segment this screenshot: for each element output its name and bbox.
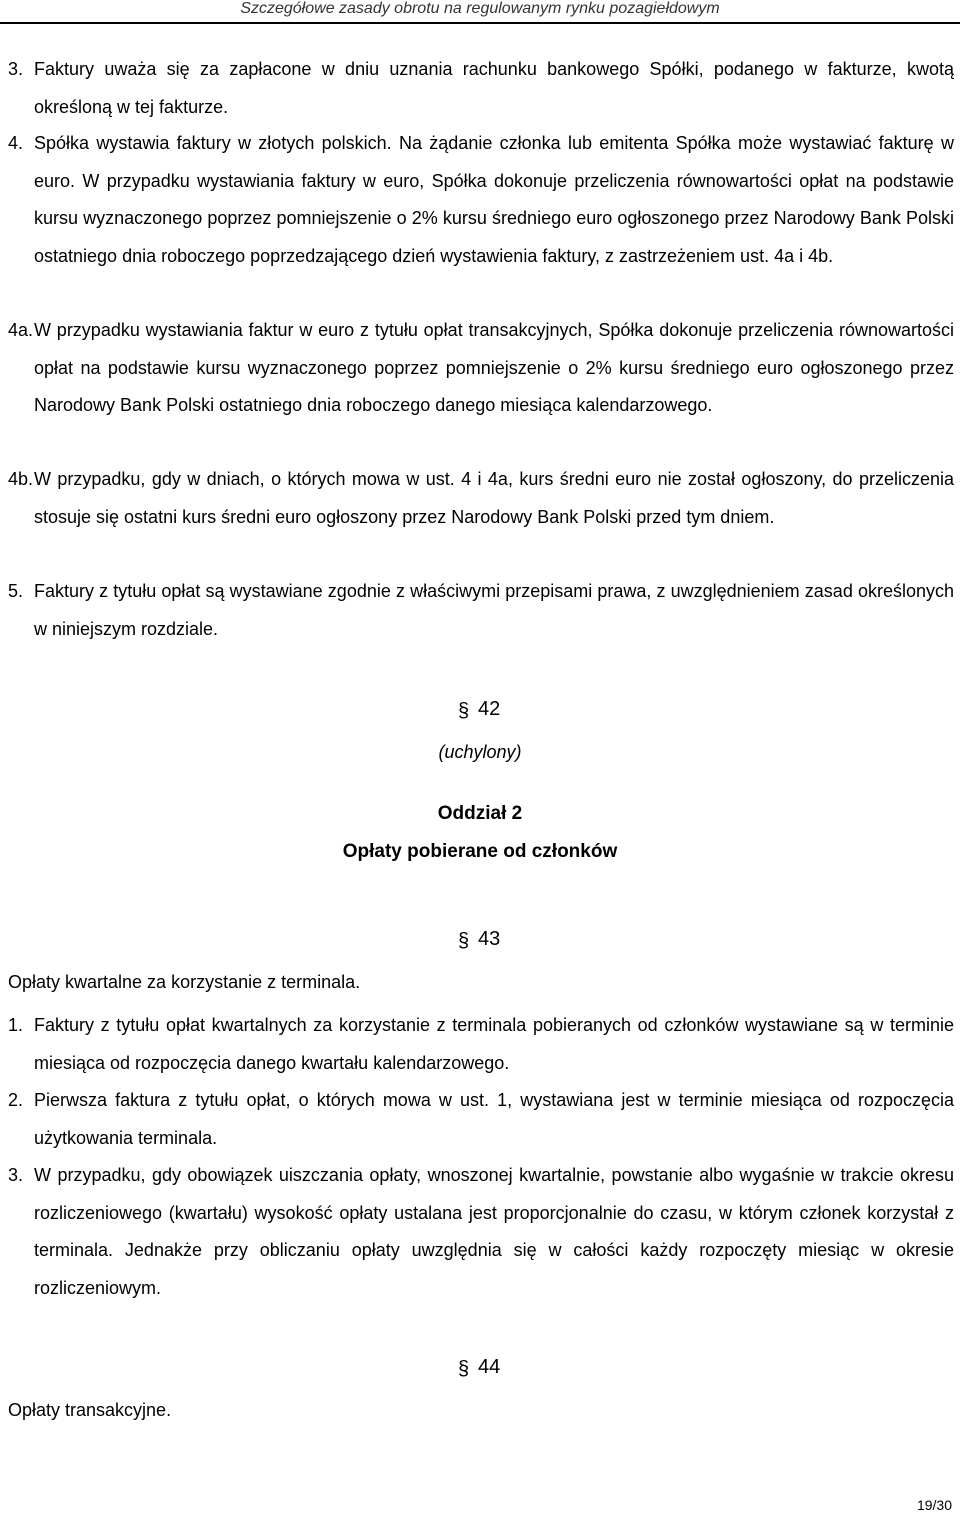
division-subtitle: Opłaty pobierane od członków: [342, 841, 618, 862]
item-text: Pierwsza faktura z tytułu opłat, o których mowa w ust. 1, wystawiana jest w terminie miesiąca od rozpoczęcia użytkowania terminala.: [34, 1090, 954, 1148]
section-mark-43: §: [458, 930, 470, 952]
section-number-43: 43: [478, 928, 501, 950]
list-item-43-1: [8, 1007, 954, 1082]
item-number: 5.: [8, 581, 24, 601]
item-text: Faktury uważa się za zapłacone w dniu uznania rachunku bankowego Spółki, podanego w fakturze, kwotą określoną w tej fakturze.: [34, 59, 954, 117]
section-number-44: 44: [478, 1356, 501, 1378]
item-number: 3.: [8, 59, 24, 79]
item-number: 4b.: [8, 469, 34, 489]
list-item-5: [8, 573, 954, 648]
item-text: Faktury z tytułu opłat są wystawiane zgodnie z właściwymi przepisami prawa, z uwzględnieniem zasad określonych w niniejszym rozdziale.: [34, 581, 954, 639]
list-item-4: [8, 125, 954, 275]
item-number: 3.: [8, 1165, 24, 1185]
section-heading-44: Opłaty transakcyjne.: [8, 1400, 172, 1420]
item-text: W przypadku wystawiania faktur w euro z tytułu opłat transakcyjnych, Spółka dokonuje przeliczenia równowartości opłat na podstawie kursu wyznaczonego poprzez pomniejszenie o 2% kursu średniego euro ogłoszonego przez Narodowy Bank Polski ostatniego dnia roboczego danego miesiąca kalendarzowego.: [34, 320, 954, 415]
item-text: W przypadku, gdy obowiązek uiszczania opłaty, wnoszonej kwartalnie, powstanie albo wygaśnie w trakcie okresu rozliczeniowego (kwartału) wysokość opłaty ustalana jest proporcjonalnie do czasu, w którym członek korzystał z terminala. Jednakże przy obliczaniu opłaty uwzględnia się w całości każdy rozpoczęty miesiąc w okresie rozliczeniowym.: [34, 1165, 954, 1298]
item-number: 4.: [8, 133, 24, 153]
section-mark-44: §: [458, 1358, 470, 1380]
section-mark-42: §: [458, 700, 470, 722]
item-number: 1.: [8, 1015, 24, 1035]
header-rule: [0, 22, 960, 24]
list-item-4b: [8, 461, 954, 536]
item-number: 2.: [8, 1090, 24, 1110]
page-number: 19/30: [916, 1497, 952, 1513]
list-item-4a: [8, 312, 954, 425]
section-heading-43: Opłaty kwartalne za korzystanie z terminala.: [8, 972, 361, 992]
section-number-42: 42: [478, 698, 501, 720]
item-text: W przypadku, gdy w dniach, o których mowa w ust. 4 i 4a, kurs średni euro nie został ogłoszony, do przeliczenia stosuje się ostatni kurs średni euro ogłoszony przez Narodowy Bank Polski przed tym dniem.: [34, 469, 954, 527]
list-item-43-3: [8, 1157, 954, 1307]
repealed-note: (uchylony): [438, 742, 522, 762]
item-text: Spółka wystawia faktury w złotych polskich. Na żądanie członka lub emitenta Spółka może wystawiać fakturę w euro. W przypadku wystawiania faktury w euro, Spółka dokonuje przeliczenia równowartości opłat na podstawie kursu wyznaczonego poprzez pomniejszenie o 2% kursu średniego euro ogłoszonego przez Narodowy Bank Polski ostatniego dnia roboczego poprzedzającego dzień wystawienia faktury, z zastrzeżeniem ust. 4a i 4b.: [34, 133, 954, 266]
item-number: 4a.: [8, 320, 34, 340]
list-item-43-2: [8, 1082, 954, 1157]
division-title: Oddział 2: [437, 803, 523, 824]
item-text: Faktury z tytułu opłat kwartalnych za korzystanie z terminala pobieranych od członków wystawiane są w terminie miesiąca od rozpoczęcia danego kwartału kalendarzowego.: [34, 1015, 954, 1073]
running-header: Szczegółowe zasady obrotu na regulowanym rynku pozagiełdowym: [240, 0, 720, 17]
list-item-3: [8, 51, 954, 126]
